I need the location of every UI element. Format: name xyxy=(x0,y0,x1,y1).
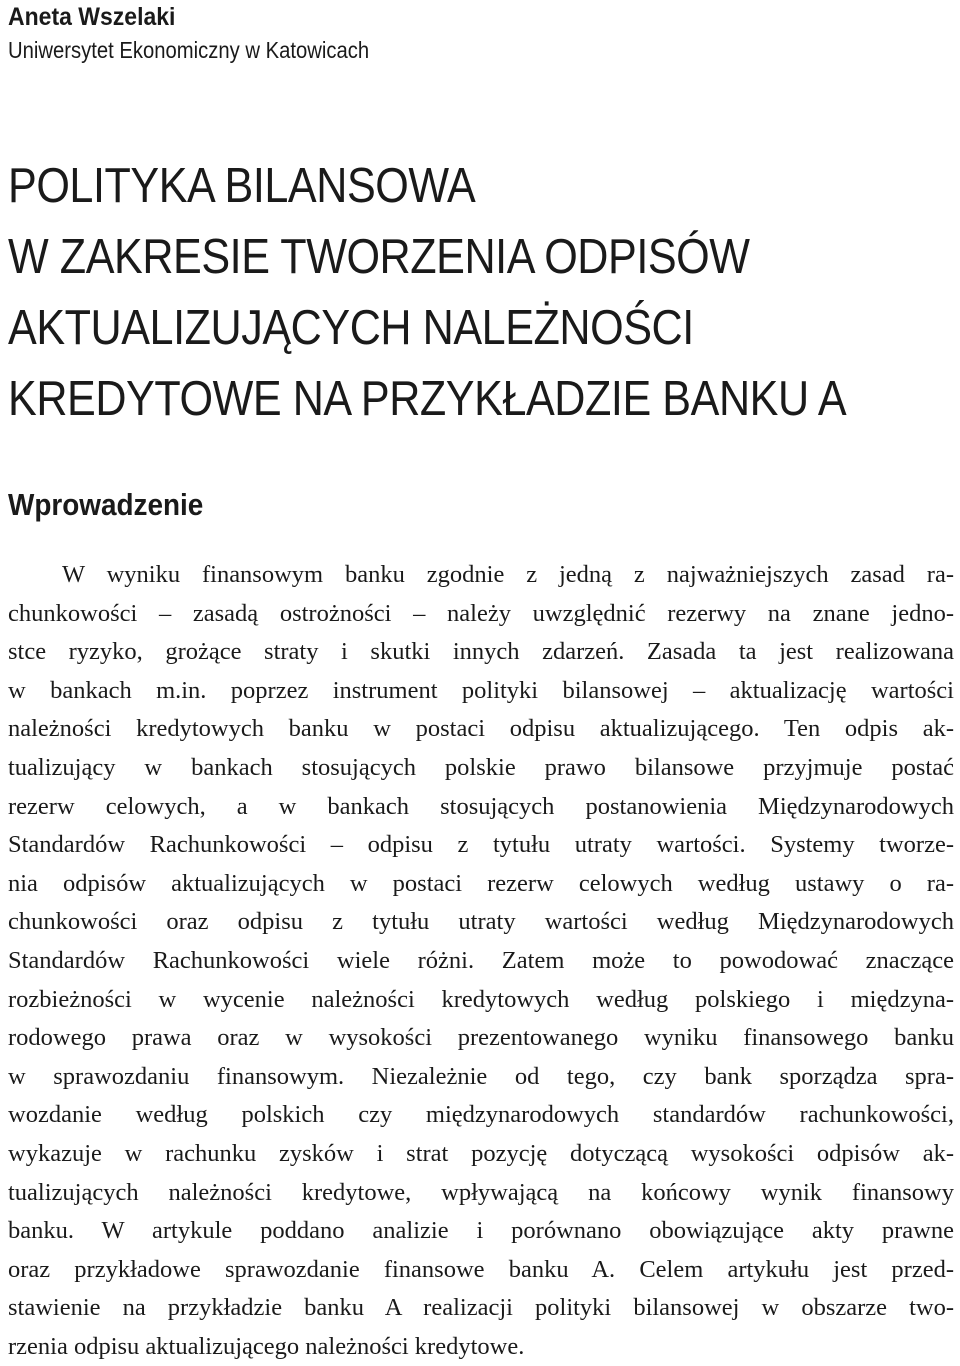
paragraph-line: wozdanie według polskich czy międzynarodowych standardów rachunkowości, xyxy=(8,1101,954,1129)
title-line: KREDYTOWE NA PRZYKŁADZIE BANKU A xyxy=(8,372,847,426)
paragraph-line: banku. W artykule poddano analizie i porównano obowiązujące akty prawne xyxy=(8,1217,954,1245)
paragraph-line: tualizujący w bankach stosujących polskie prawo bilansowe przyjmuje postać xyxy=(8,753,954,781)
introduction-paragraph xyxy=(8,556,954,1366)
paragraph-line: w bankach m.in. poprzez instrument polityki bilansowej – aktualizację wartości xyxy=(8,676,954,704)
paragraph-line: tualizujących należności kredytowe, wpływającą na końcowy wynik finansowy xyxy=(8,1178,954,1206)
paragraph-line: rozbieżności w wycenie należności kredytowych według polskiego i międzyna- xyxy=(8,985,954,1013)
paragraph-line: Standardów Rachunkowości wiele różni. Zatem może to powodować znaczące xyxy=(8,946,954,974)
paragraph-line: nia odpisów aktualizujących w postaci rezerw celowych według ustawy o ra- xyxy=(8,869,954,897)
paragraph-line: oraz przykładowe sprawozdanie finansowe banku A. Celem artykułu jest przed- xyxy=(8,1255,954,1283)
paragraph-line: chunkowości – zasadą ostrożności – należy uwzględnić rezerwy na znane jedno- xyxy=(8,599,954,627)
paragraph-line: należności kredytowych banku w postaci odpisu aktualizującego. Ten odpis ak- xyxy=(8,715,954,743)
paragraph-line: wykazuje w rachunku zysków i strat pozycję dotyczącą wysokości odpisów ak- xyxy=(8,1139,954,1167)
section-heading: Wprowadzenie xyxy=(8,487,204,522)
paragraph-line: Standardów Rachunkowości – odpisu z tytułu utraty wartości. Systemy tworze- xyxy=(8,831,954,859)
paragraph-line: stawienie na przykładzie banku A realizacji polityki bilansowej w obszarze two- xyxy=(8,1294,954,1322)
title-line: AKTUALIZUJĄCYCH NALEŻNOŚCI xyxy=(8,301,694,355)
paragraph-line: W wyniku finansowym banku zgodnie z jedną z najważniejszych zasad ra- xyxy=(62,561,954,588)
paragraph-line: rzenia odpisu aktualizującego należności kredytowe. xyxy=(8,1332,525,1360)
title-line: POLITYKA BILANSOWA xyxy=(8,159,476,213)
document-page xyxy=(8,0,954,1366)
paragraph-line: stce ryzyko, grożące straty i skutki innych zdarzeń. Zasada ta jest realizowana xyxy=(8,638,954,666)
paragraph-line: rodowego prawa oraz w wysokości prezentowanego wyniku finansowego banku xyxy=(8,1024,954,1052)
title-line: W ZAKRESIE TWORZENIA ODPISÓW xyxy=(8,230,750,284)
author-name: Aneta Wszelaki xyxy=(8,3,176,31)
paragraph-line: chunkowości oraz odpisu z tytułu utraty wartości według Międzynarodowych xyxy=(8,908,954,936)
paragraph-line: rezerw celowych, a w bankach stosujących postanowienia Międzynarodowych xyxy=(8,792,954,820)
paragraph-line: w sprawozdaniu finansowym. Niezależnie od tego, czy bank sporządza spra- xyxy=(8,1062,954,1090)
article-title xyxy=(8,151,954,435)
author-affiliation: Uniwersytet Ekonomiczny w Katowicach xyxy=(8,37,370,63)
